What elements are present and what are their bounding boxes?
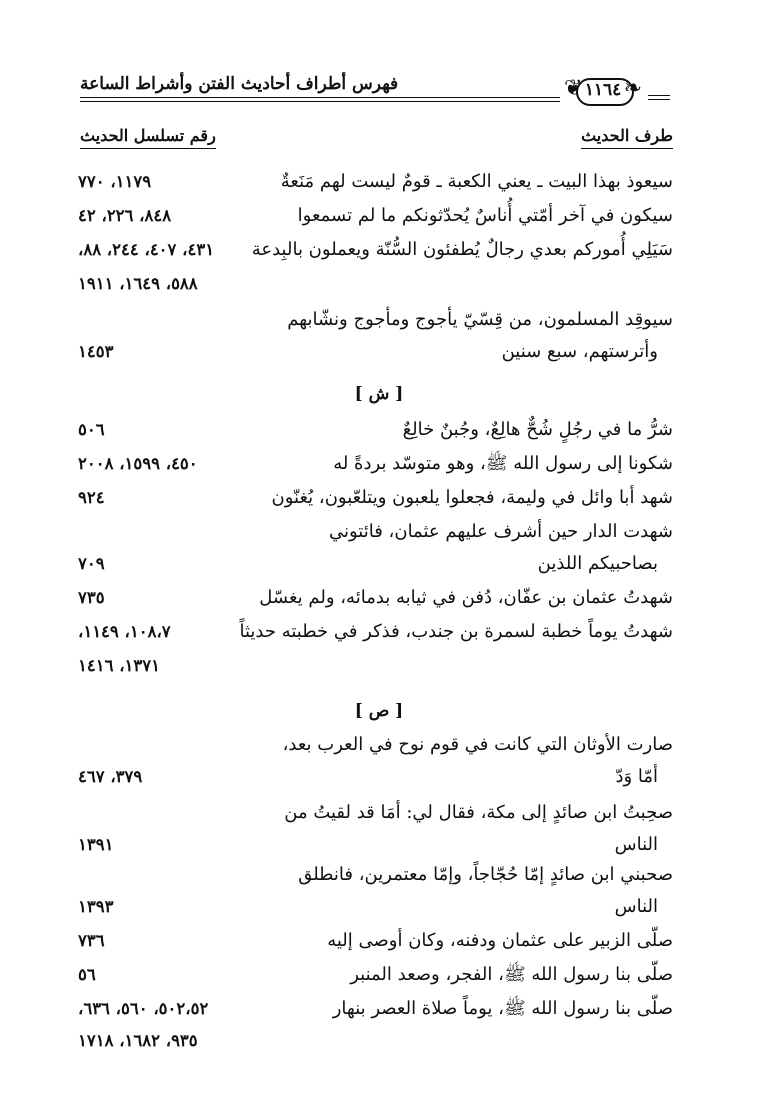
entry-numbers: ١٣٧١، ١٤١٦ [78,656,160,675]
entry-text: شكونا إلى رسول الله ﷺ، وهو متوسّد بردةً له [333,453,673,474]
entry-numbers: ٨٤٨، ٢٢٦، ٤٢ [78,206,172,225]
index-entry [0,615,758,649]
entry-text: سيعوذ بهذا البيت ـ يعني الكعبة ـ قومٌ ليست لهم مَنَعةٌ [280,171,673,192]
entry-numbers: ٥٨٨، ١٦٤٩، ١٩١١ [78,274,198,293]
index-entry-continuation [0,649,758,683]
entry-text: صلّى بنا رسول الله ﷺ، يوماً صلاة العصر بنهار [332,998,673,1019]
index-entry-continuation [0,267,758,301]
header-rule [648,95,670,96]
index-entry-continuation [0,828,758,862]
entry-text: الناس [614,896,658,917]
index-entry [0,413,758,447]
entry-numbers: ١١٧٩، ٧٧٠ [78,172,152,191]
entry-text: سَيَلِي أُموركم بعدي رجالٌ يُطفئون السُّنّة ويعملون بالبِدعة [251,239,673,260]
ornament-leaf-icon: ❧ [623,76,642,101]
page-number: ١١٦٤ [584,80,622,100]
entry-numbers: ٥٠٦ [78,420,105,439]
entry-numbers: ٥٦ [78,965,96,984]
header-rule [648,99,670,100]
entry-text: صحبني ابن صائدٍ إمّا حُجّاجاً، وإمّا معتمرين، فانطلق [298,864,673,885]
index-entry [0,303,758,337]
running-header-title: فهرس أطراف أحاديث الفتن وأشراط الساعة [80,74,399,94]
entry-text: بصاحبيكم اللذين [537,553,658,574]
index-entry-continuation [0,890,758,924]
index-entry [0,958,758,992]
entry-numbers: ١٣٩١ [78,835,114,854]
index-entry [0,581,758,615]
index-entry-continuation [0,1024,758,1058]
ornament-leaf-icon: ❦ [564,76,583,101]
index-entry-continuation [0,760,758,794]
column-head-hadith-start: طرف الحديث [581,126,673,149]
index-entry [0,233,758,267]
entry-text: صحِبتُ ابن صائدٍ إلى مكة، فقال لي: أمَا قد لقيتُ من [284,802,673,823]
entry-numbers: ٣٧٩، ٤٦٧ [78,767,143,786]
entry-text: صارت الأوثان التي كانت في قوم نوح في العرب بعد، [282,734,673,755]
entry-numbers: ٧٣٥ [78,588,105,607]
index-entry-continuation [0,335,758,369]
entry-numbers: ٤٣١، ٤٠٧، ٢٤٤، ٨٨، [78,240,215,259]
entry-text: شهد أبا وائل في وليمة، فجعلوا يلعبون ويتلعّبون، يُغنّون [271,487,673,508]
index-entry [0,165,758,199]
entry-text: سيوقِد المسلمون، من قِسّيّ يأجوج ومأجوج ونشّابهم [287,309,673,330]
entry-numbers: ١٠٨،٧، ١١٤٩، [78,622,171,641]
index-entry [0,199,758,233]
index-entry [0,992,758,1026]
section-heading-sad: [ ص ] [354,701,404,721]
entry-text: الناس [614,834,658,855]
index-entry [0,858,758,892]
entry-numbers: ١٣٩٣ [78,897,114,916]
entry-numbers: ٧٣٦ [78,931,105,950]
index-entry-continuation [0,547,758,581]
index-entry [0,481,758,515]
entry-text: وأترستهم، سبع سنين [501,341,658,362]
entry-text: صلّى الزبير على عثمان ودفنه، وكان أوصى إليه [327,930,673,951]
entry-numbers: ٥٠٢،٥٢، ٥٦٠، ٦٣٦، [78,999,209,1018]
entry-text: سيكون في آخر أمّتي أُناسٌ يُحدّثونكم ما لم تسمعوا [297,205,673,226]
index-entry [0,924,758,958]
entry-text: شرُّ ما في رجُلٍ شُحٌّ هالِعٌ، وجُبنٌ خالِعٌ [402,419,673,440]
page-number-badge [564,70,642,110]
entry-numbers: ٧٠٩ [78,554,105,573]
entry-text: شهدتُ عثمان بن عفّان، دُفن في ثيابه بدمائه، ولم يغسّل [259,587,673,608]
header-rule [80,101,560,102]
entry-text: شهدتُ يوماً خطبة لسمرة بن جندب، فذكر في خطبته حديثاً [239,621,673,642]
entry-text: صلّى بنا رسول الله ﷺ، الفجر، وصعد المنبر [350,964,673,985]
entry-text: شهدت الدار حين أشرف عليهم عثمان، فائتوني [328,521,673,542]
index-entry [0,447,758,481]
entry-numbers: ١٤٥٣ [78,342,114,361]
column-head-hadith-number: رقم تسلسل الحديث [80,126,216,149]
header-rule [80,97,560,98]
index-entry [0,728,758,762]
index-entry [0,515,758,549]
entry-numbers: ٩٣٥، ١٦٨٢، ١٧١٨ [78,1031,198,1050]
entry-numbers: ٩٢٤ [78,488,105,507]
entry-text: أمّا وَدّ [615,766,658,787]
section-heading-shin: [ ش ] [354,384,404,404]
entry-numbers: ٤٥٠، ١٥٩٩، ٢٠٠٨ [78,454,198,473]
index-entry [0,796,758,830]
